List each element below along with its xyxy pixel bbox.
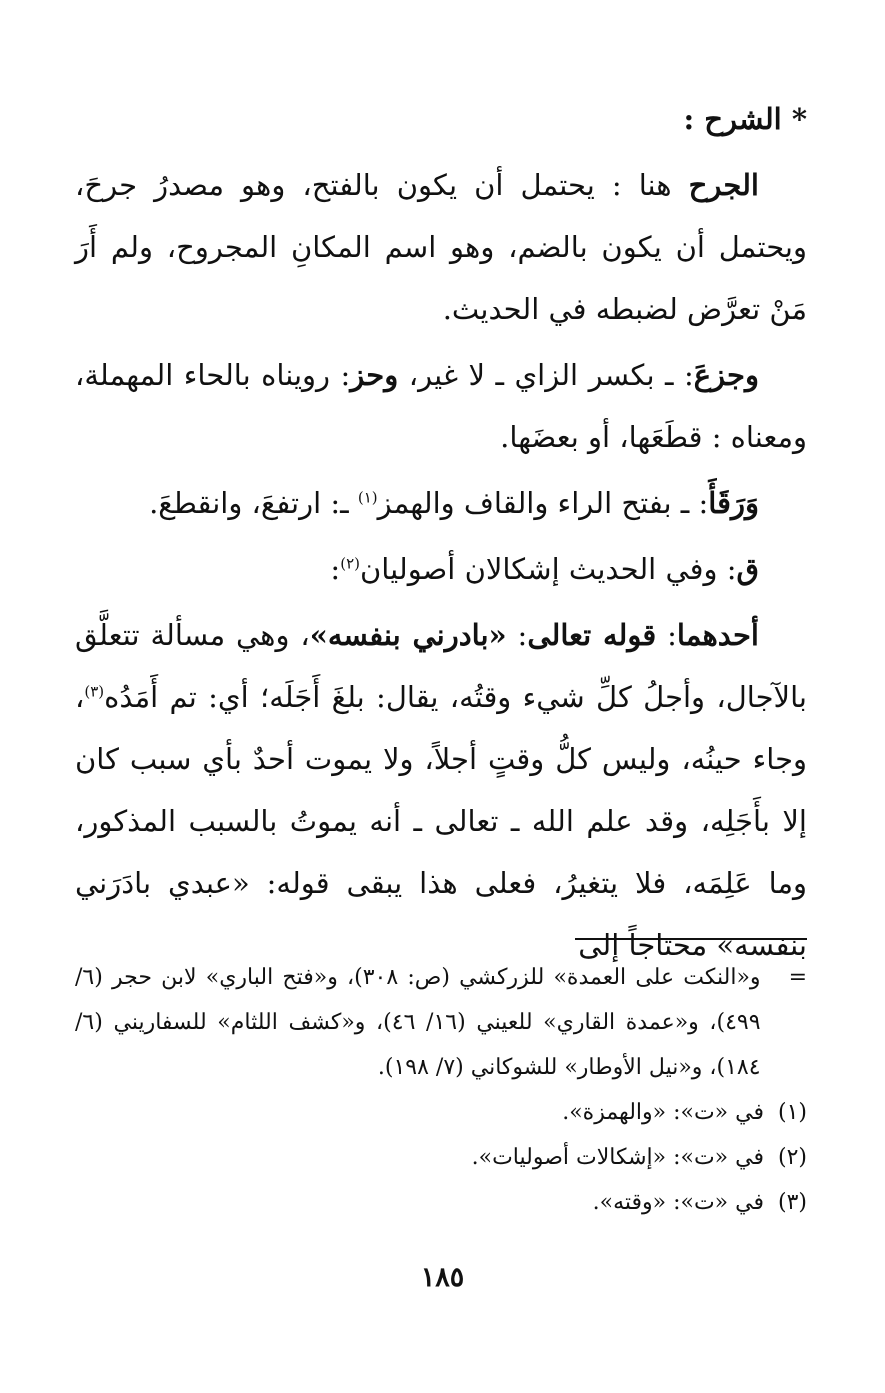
paragraph-jarh bbox=[75, 154, 807, 340]
term-hazz: وحز bbox=[350, 358, 399, 392]
paragraph-jarh-text: هنا : يحتمل أن يكون بالفتح، وهو مصدرُ جرحَ، ويحتمل أن يكون بالضم، وهو اسم المكانِ المجروح، ولم أَرَ مَنْ تعرَّض لضبطه في الحديث. bbox=[75, 168, 807, 326]
footnote-ref-3[interactable]: (٣) bbox=[84, 682, 105, 701]
footnote-1-text: في «ت»: «والهمزة». bbox=[562, 1100, 764, 1125]
paragraph-raqa-text-1: : ـ بفتح الراء والقاف والهمز bbox=[377, 486, 709, 520]
footnote-separator bbox=[575, 938, 807, 940]
continuation-text: و«النكت على العمدة» للزركشي (ص: ٣٠٨)، و«فتح الباري» لابن حجر (٦/ ٤٩٩)، و«عمدة القاري» للعيني (١٦/ ٤٦)، و«كشف اللثام» للسفاريني (٦/ ١٨٤)، و«نيل الأوطار» للشوكاني (٧/ ١٩٨). bbox=[75, 965, 761, 1080]
paragraph-ahaduhuma-text-4: ، وجاء حينُه، وليس كلُّ وقتٍ أجلاً، ولا يموت أحدٌ بأي سبب كان إلا بأَجَلِه، وقد علم الله ـ تعالى ـ أنه يموتُ بالسبب المذكور، وما عَلِمَه، فلا يتغيرُ، فعلى هذا يبقى قوله: «عبدي بادَرَني بنفسه» محتاجاً إلى bbox=[75, 680, 807, 962]
paragraph-ahaduhuma bbox=[75, 604, 807, 976]
paragraph-ishkal-text-1: : وفي الحديث إشكالان أصوليان bbox=[359, 552, 737, 586]
term-raqa: وَرَقَأَ bbox=[708, 486, 759, 520]
paragraph-ishkal-text-2: : bbox=[330, 552, 341, 586]
section-heading: * الشرح : bbox=[683, 102, 807, 136]
footnote-2-mark: (٢) bbox=[777, 1145, 807, 1170]
paragraph-jaza bbox=[75, 344, 807, 468]
footnote-3-mark: (٣) bbox=[777, 1190, 807, 1215]
term-jaza: وجزعَ bbox=[693, 358, 759, 392]
footnote-ref-1[interactable]: (١) bbox=[357, 488, 378, 507]
main-text bbox=[75, 88, 807, 980]
paragraph-ahaduhuma-text-2: : bbox=[506, 618, 528, 652]
paragraph-raqa-text-2: ـ: ارتفعَ، وانقطعَ. bbox=[149, 486, 358, 520]
footnote-3 bbox=[75, 1180, 807, 1225]
page-number: ١٨٥ bbox=[420, 1262, 465, 1293]
paragraph-jaza-text-1: : ـ بكسر الزاي ـ لا غير، bbox=[398, 358, 694, 392]
term-qaf: ق bbox=[736, 552, 759, 586]
footnote-3-text: في «ت»: «وقته». bbox=[592, 1190, 764, 1215]
footnotes bbox=[75, 955, 807, 1225]
paragraph-jaza-text-2: : رويناه بالحاء المهملة، ومعناه : قطَعَها، أو بعضَها. bbox=[75, 358, 807, 454]
continuation-mark: = bbox=[788, 965, 807, 990]
term-ahaduhuma: أحدهما bbox=[676, 618, 759, 652]
footnote-1 bbox=[75, 1090, 807, 1135]
footnote-2-text: في «ت»: «إشكالات أصوليات». bbox=[471, 1145, 764, 1170]
paragraph-ahaduhuma-text-3: ، وهي مسألة تتعلَّق بالآجال، وأجلُ كلِّ شيء وقتُه، يقال: بلغَ أَجَلَه؛ أي: تم أَمَدُه bbox=[75, 618, 807, 714]
term-jarh: الجرح bbox=[688, 168, 759, 202]
footnote-ref-2[interactable]: (٢) bbox=[340, 554, 360, 573]
paragraph-ahaduhuma-text-1: : bbox=[656, 618, 677, 652]
footnote-continuation bbox=[75, 955, 807, 1090]
footnote-2 bbox=[75, 1135, 807, 1180]
footnote-1-mark: (١) bbox=[777, 1100, 807, 1125]
term-qawluhu: قوله تعالى bbox=[527, 618, 657, 652]
paragraph-raqa bbox=[75, 472, 807, 534]
term-badarani: «بادرني بنفسه» bbox=[309, 618, 507, 652]
paragraph-ishkal bbox=[75, 538, 807, 600]
